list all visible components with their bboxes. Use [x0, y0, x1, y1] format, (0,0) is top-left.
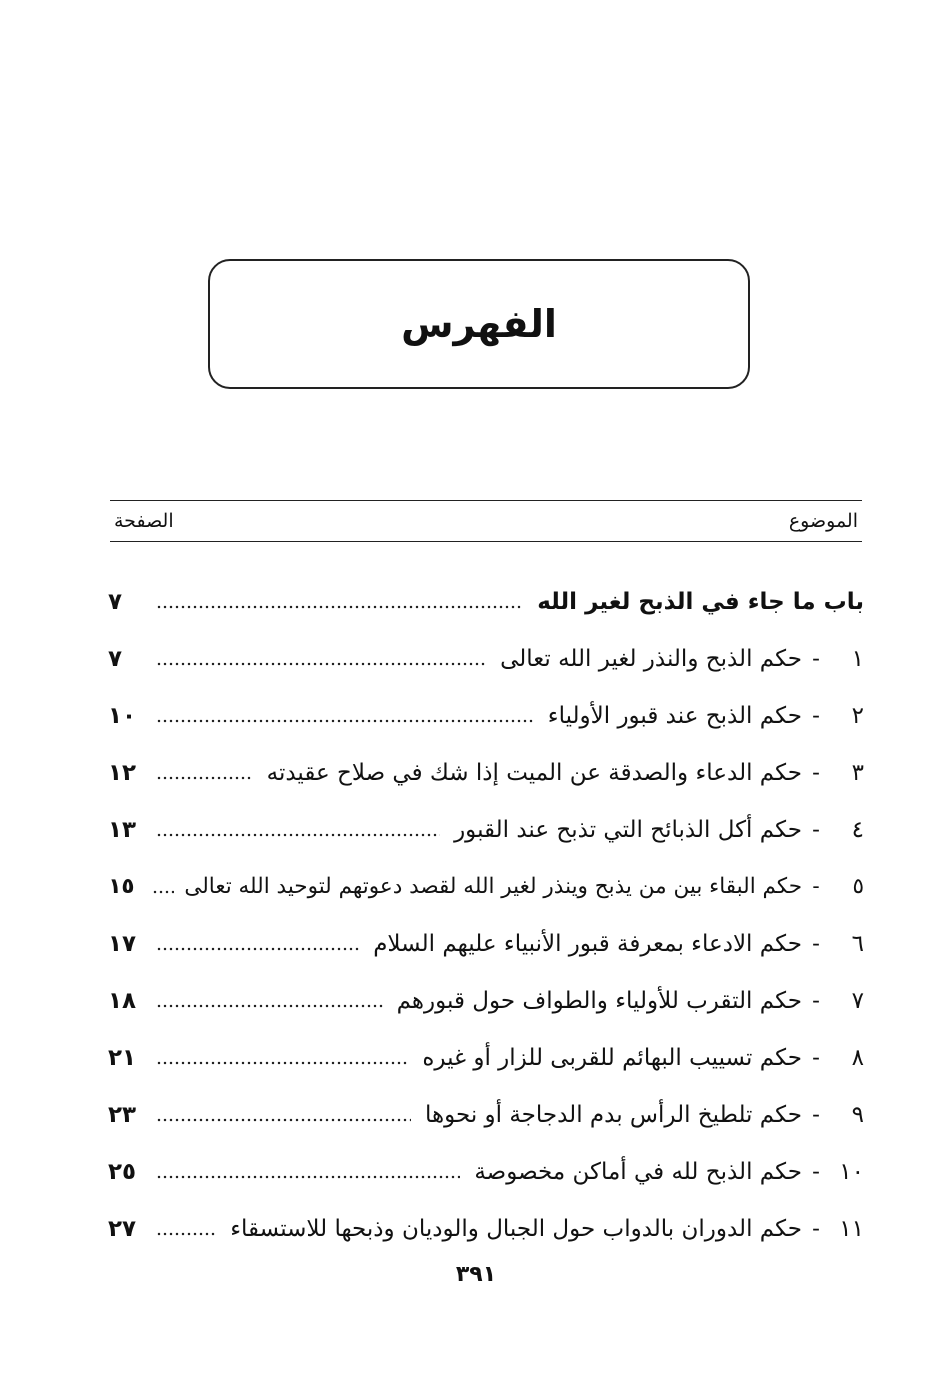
entry-number: ٢ [851, 702, 864, 729]
entry-separator: - [812, 645, 820, 672]
toc-entry [108, 1143, 864, 1200]
entry-separator: - [812, 1215, 820, 1242]
chapter-page: ٧ [108, 588, 123, 615]
entry-number: ١١ [839, 1215, 864, 1242]
dot-leader [156, 718, 534, 724]
entry-separator: - [812, 816, 820, 843]
entry-number: ١ [851, 645, 864, 672]
entry-page: ٢٥ [108, 1158, 137, 1185]
entry-separator: - [812, 759, 820, 786]
entry-separator: - [812, 930, 820, 957]
entry-page: ١٣ [108, 816, 137, 843]
dot-leader [156, 1003, 383, 1009]
entry-title: حكم أكل الذبائح التي تذبح عند القبور [454, 816, 802, 843]
dot-leader [152, 889, 174, 895]
entry-page: ٢٧ [108, 1215, 137, 1242]
entry-title: حكم تسييب البهائم للقربى للزار أو غيره [422, 1044, 802, 1071]
dot-leader [156, 1231, 216, 1237]
entry-title: حكم الدعاء والصدقة عن الميت إذا شك في صلاح عقيدته [266, 759, 802, 786]
entry-separator: - [812, 987, 820, 1014]
entry-page: ٢١ [108, 1044, 137, 1071]
dot-leader [156, 832, 440, 838]
entry-title: حكم البقاء بين من يذبح وينذر لغير الله لقصد دعوتهم لتوحيد الله تعالى [184, 874, 802, 899]
toc-entry [108, 744, 864, 801]
dot-leader [156, 946, 359, 952]
entry-page: ١٢ [108, 759, 137, 786]
toc-entry [108, 858, 864, 915]
toc-entry [108, 630, 864, 687]
entry-title: حكم التقرب للأولياء والطواف حول قبورهم [396, 987, 802, 1014]
dot-leader [156, 661, 486, 667]
entry-page: ٧ [108, 645, 123, 672]
dot-leader [156, 1174, 460, 1180]
entry-number: ٦ [851, 930, 864, 957]
toc-entry [108, 687, 864, 744]
toc-entry [108, 1200, 864, 1257]
toc-header [110, 500, 862, 542]
chapter-title: باب ما جاء في الذبح لغير الله [537, 588, 864, 615]
entry-title: حكم الذبح لله في أماكن مخصوصة [474, 1158, 802, 1185]
dot-leader [156, 604, 523, 610]
toc-entry [108, 972, 864, 1029]
entry-separator: - [812, 1044, 820, 1071]
entry-separator: - [812, 874, 820, 899]
dot-leader [156, 1060, 408, 1066]
toc-entry [108, 915, 864, 972]
entry-number: ٨ [851, 1044, 864, 1071]
entry-title: حكم الذبح عند قبور الأولياء [547, 702, 802, 729]
page-number: ٣٩١ [455, 1262, 497, 1287]
toc-chapter [108, 573, 864, 630]
table-of-contents [108, 573, 864, 1257]
toc-entry [108, 1086, 864, 1143]
entry-title: حكم تلطيخ الرأس بدم الدجاجة أو نحوها [424, 1101, 802, 1128]
entry-page: ١٥ [108, 874, 135, 899]
dot-leader [156, 775, 253, 781]
entry-number: ٥ [852, 874, 864, 899]
entry-title: حكم الذبح والنذر لغير الله تعالى [500, 645, 802, 672]
entry-separator: - [812, 1101, 820, 1128]
dot-leader [156, 1117, 411, 1123]
page-column-label: الصفحة [114, 510, 174, 532]
entry-page: ١٧ [108, 930, 137, 957]
entry-number: ٧ [851, 987, 864, 1014]
entry-separator: - [812, 1158, 820, 1185]
toc-entry [108, 801, 864, 858]
entry-page: ١٨ [108, 987, 137, 1014]
topic-column-label: الموضوع [788, 510, 858, 532]
entry-page: ٢٣ [108, 1101, 137, 1128]
entry-title: حكم الدوران بالدواب حول الجبال والوديان وذبحها للاستسقاء [230, 1215, 802, 1242]
entry-number: ١٠ [839, 1158, 864, 1185]
title-box [208, 259, 750, 389]
entry-title: حكم الادعاء بمعرفة قبور الأنبياء عليهم السلام [373, 930, 802, 957]
entry-number: ٣ [851, 759, 864, 786]
entry-separator: - [812, 702, 820, 729]
entry-page: ١٠ [108, 702, 137, 729]
page-title: الفهرس [401, 302, 557, 346]
entry-number: ٩ [851, 1101, 864, 1128]
toc-entry [108, 1029, 864, 1086]
entry-number: ٤ [851, 816, 864, 843]
